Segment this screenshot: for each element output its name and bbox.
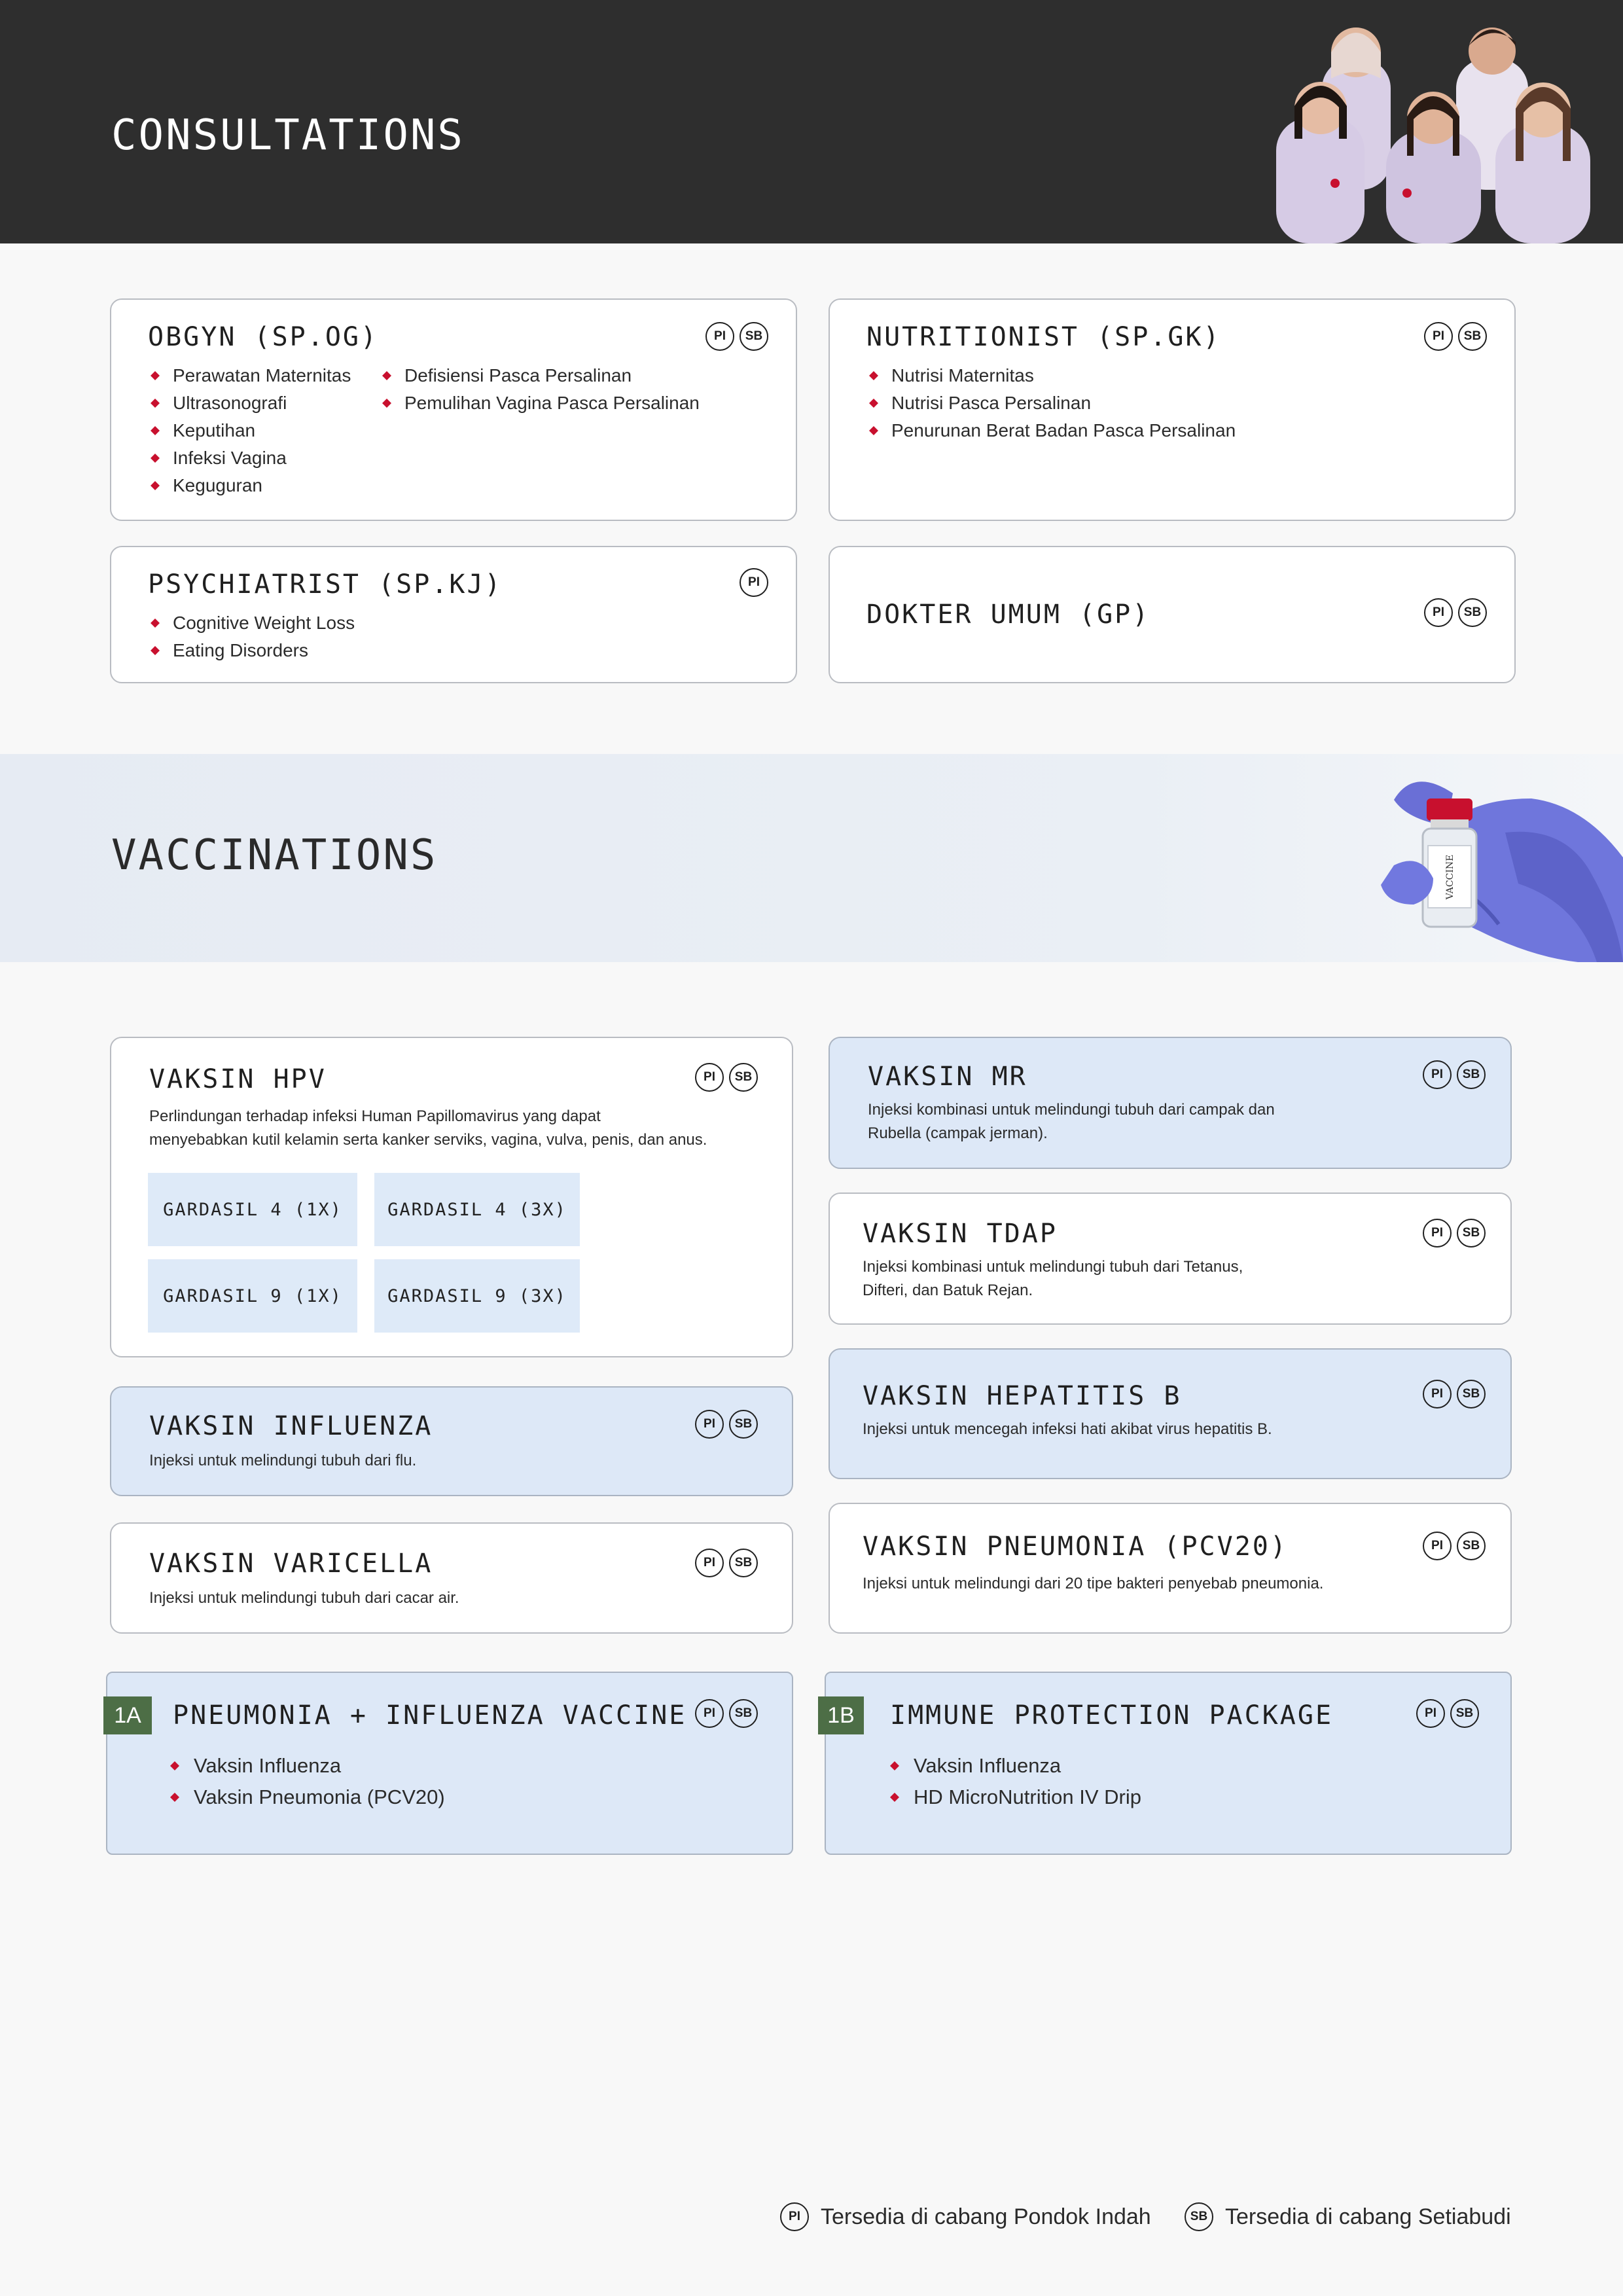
package-1a-badges	[695, 1699, 758, 1728]
varicella-description: Injeksi untuk melindungi tubuh dari cacar air.	[149, 1589, 459, 1607]
hpv-card	[110, 1037, 793, 1357]
nutritionist-badges	[1424, 322, 1487, 351]
doctors-team-photo	[1276, 20, 1590, 243]
nutritionist-title: NUTRITIONIST (SP.GK)	[866, 322, 1221, 352]
sb-badge: SB	[1457, 1532, 1486, 1560]
pi-badge: PI	[1416, 1699, 1445, 1728]
tdap-card	[829, 1193, 1512, 1325]
list-item: Keputihan	[148, 417, 351, 444]
sb-badge: SB	[1457, 1219, 1486, 1247]
package-1a-title: PNEUMONIA + INFLUENZA VACCINE	[173, 1700, 687, 1731]
package-1b-card	[825, 1672, 1512, 1855]
pi-badge: PI	[705, 322, 734, 351]
list-item: Vaksin Influenza	[168, 1750, 445, 1782]
mr-badges	[1423, 1060, 1486, 1089]
varicella-badges	[695, 1549, 758, 1577]
package-1a-tag: 1A	[103, 1696, 152, 1734]
list-item: Eating Disorders	[148, 637, 355, 664]
list-item: Vaksin Influenza	[887, 1750, 1141, 1782]
bullet-icon	[382, 371, 391, 380]
sb-badge: SB	[1457, 1060, 1486, 1089]
sb-badge: SB	[740, 322, 768, 351]
list-item: Vaksin Pneumonia (PCV20)	[168, 1782, 445, 1813]
tdap-badges	[1423, 1219, 1486, 1247]
desc-line: Difteri, dan Batuk Rejan.	[863, 1282, 1033, 1299]
gp-badges	[1424, 598, 1487, 627]
list-item: Penurunan Berat Badan Pasca Persalinan	[866, 417, 1236, 444]
sb-badge: SB	[729, 1410, 758, 1439]
desc-line: menyebabkan kutil kelamin serta kanker serviks, vagina, vulva, penis, dan anus.	[149, 1131, 707, 1149]
influenza-badges	[695, 1410, 758, 1439]
nutritionist-card	[829, 298, 1516, 521]
list-item: Nutrisi Pasca Persalinan	[866, 389, 1236, 417]
package-1a-list	[168, 1750, 445, 1813]
gardasil-4-3x-option[interactable]: GARDASIL 4 (3X)	[374, 1173, 580, 1246]
bullet-icon	[869, 399, 878, 408]
varicella-card	[110, 1522, 793, 1634]
package-1b-list	[887, 1750, 1141, 1813]
vaccinations-title: VACCINATIONS	[111, 831, 438, 880]
pi-badge: PI	[695, 1063, 724, 1092]
varicella-title: VAKSIN VARICELLA	[149, 1549, 433, 1579]
gardasil-9-3x-option[interactable]: GARDASIL 9 (3X)	[374, 1259, 580, 1333]
sb-badge: SB	[1457, 1380, 1486, 1408]
bullet-icon	[151, 399, 160, 408]
pi-badge: PI	[1423, 1380, 1452, 1408]
hepatitis-b-title: VAKSIN HEPATITIS B	[863, 1381, 1182, 1411]
legend-sb	[1185, 2202, 1511, 2231]
obgyn-badges	[705, 322, 768, 351]
gp-title: DOKTER UMUM (GP)	[866, 600, 1150, 630]
influenza-title: VAKSIN INFLUENZA	[149, 1411, 433, 1441]
sb-badge: SB	[1458, 598, 1487, 627]
hepatitis-b-description: Injeksi untuk mencegah infeksi hati akibat virus hepatitis B.	[863, 1420, 1272, 1438]
pi-badge: PI	[695, 1410, 724, 1439]
bullet-icon	[151, 454, 160, 463]
hepatitis-b-badges	[1423, 1380, 1486, 1408]
hpv-title: VAKSIN HPV	[149, 1064, 327, 1094]
influenza-description: Injeksi untuk melindungi tubuh dari flu.	[149, 1452, 417, 1469]
pi-badge: PI	[1423, 1532, 1452, 1560]
pneumonia-card	[829, 1503, 1512, 1634]
list-item: HD MicroNutrition IV Drip	[887, 1782, 1141, 1813]
bullet-icon	[869, 371, 878, 380]
pi-badge: PI	[695, 1699, 724, 1728]
psychiatrist-list	[148, 609, 355, 664]
vaccinations-header	[0, 754, 1623, 962]
bullet-icon	[869, 426, 878, 435]
pneumonia-description: Injeksi untuk melindungi dari 20 tipe bakteri penyebab pneumonia.	[863, 1575, 1324, 1592]
list-item: Cognitive Weight Loss	[148, 609, 355, 637]
hpv-badges	[695, 1063, 758, 1092]
psychiatrist-title: PSYCHIATRIST (SP.KJ)	[148, 569, 503, 600]
sb-badge: SB	[729, 1699, 758, 1728]
legend-pi-text: Tersedia di cabang Pondok Indah	[821, 2204, 1151, 2229]
bullet-icon	[170, 1793, 179, 1802]
legend-pi	[780, 2202, 1151, 2231]
tdap-title: VAKSIN TDAP	[863, 1219, 1058, 1249]
gp-card	[829, 546, 1516, 683]
vaccine-vial-photo	[1355, 754, 1623, 962]
package-1a-card	[106, 1672, 793, 1855]
mr-card	[829, 1037, 1512, 1169]
list-item: Keguguran	[148, 472, 351, 499]
list-item: Pemulihan Vagina Pasca Persalinan	[380, 389, 700, 417]
pi-badge: PI	[1424, 598, 1453, 627]
sb-badge: SB	[1185, 2202, 1213, 2231]
obgyn-card	[110, 298, 797, 521]
gardasil-9-1x-option[interactable]: GARDASIL 9 (1X)	[148, 1259, 357, 1333]
legend-sb-text: Tersedia di cabang Setiabudi	[1225, 2204, 1511, 2229]
list-item: Ultrasonografi	[148, 389, 351, 417]
desc-line: Perlindungan terhadap infeksi Human Papillomavirus yang dapat	[149, 1107, 601, 1125]
pi-badge: PI	[1424, 322, 1453, 351]
list-item: Defisiensi Pasca Persalinan	[380, 362, 700, 389]
bullet-icon	[382, 399, 391, 408]
sb-badge: SB	[1458, 322, 1487, 351]
pi-badge: PI	[695, 1549, 724, 1577]
pneumonia-badges	[1423, 1532, 1486, 1560]
mr-title: VAKSIN MR	[868, 1062, 1027, 1092]
sb-badge: SB	[1450, 1699, 1479, 1728]
package-1b-tag: 1B	[818, 1696, 864, 1734]
bullet-icon	[151, 619, 160, 628]
nutritionist-list	[866, 362, 1236, 444]
consultations-header	[0, 0, 1623, 243]
desc-line: Injeksi kombinasi untuk melindungi tubuh dari Tetanus,	[863, 1258, 1243, 1276]
bullet-icon	[890, 1793, 899, 1802]
sb-badge: SB	[729, 1549, 758, 1577]
package-1b-badges	[1416, 1699, 1479, 1728]
vial-label: VACCINE	[1445, 854, 1455, 900]
list-item: Nutrisi Maternitas	[866, 362, 1236, 389]
tdap-description	[863, 1255, 1243, 1302]
gardasil-4-1x-option[interactable]: GARDASIL 4 (1X)	[148, 1173, 357, 1246]
bullet-icon	[890, 1761, 899, 1770]
desc-line: Injeksi kombinasi untuk melindungi tubuh dari campak dan	[868, 1101, 1275, 1119]
influenza-card	[110, 1386, 793, 1496]
obgyn-title: OBGYN (SP.OG)	[148, 322, 379, 352]
pi-badge: PI	[780, 2202, 809, 2231]
psychiatrist-card	[110, 546, 797, 683]
bullet-icon	[151, 371, 160, 380]
bullet-icon	[170, 1761, 179, 1770]
psychiatrist-badges	[740, 568, 768, 597]
pi-badge: PI	[740, 568, 768, 597]
pi-badge: PI	[1423, 1060, 1452, 1089]
list-item: Infeksi Vagina	[148, 444, 351, 472]
mr-description	[868, 1098, 1275, 1145]
pi-badge: PI	[1423, 1219, 1452, 1247]
bullet-icon	[151, 481, 160, 490]
obgyn-list-2	[380, 362, 700, 417]
bullet-icon	[151, 646, 160, 655]
list-item: Perawatan Maternitas	[148, 362, 351, 389]
hpv-description	[149, 1105, 707, 1152]
package-1b-title: IMMUNE PROTECTION PACKAGE	[890, 1700, 1334, 1731]
pneumonia-title: VAKSIN PNEUMONIA (PCV20)	[863, 1532, 1288, 1562]
bullet-icon	[151, 426, 160, 435]
consultations-title: CONSULTATIONS	[111, 111, 465, 160]
sb-badge: SB	[729, 1063, 758, 1092]
hepatitis-b-card	[829, 1348, 1512, 1479]
desc-line: Rubella (campak jerman).	[868, 1124, 1048, 1142]
obgyn-list-1	[148, 362, 351, 499]
